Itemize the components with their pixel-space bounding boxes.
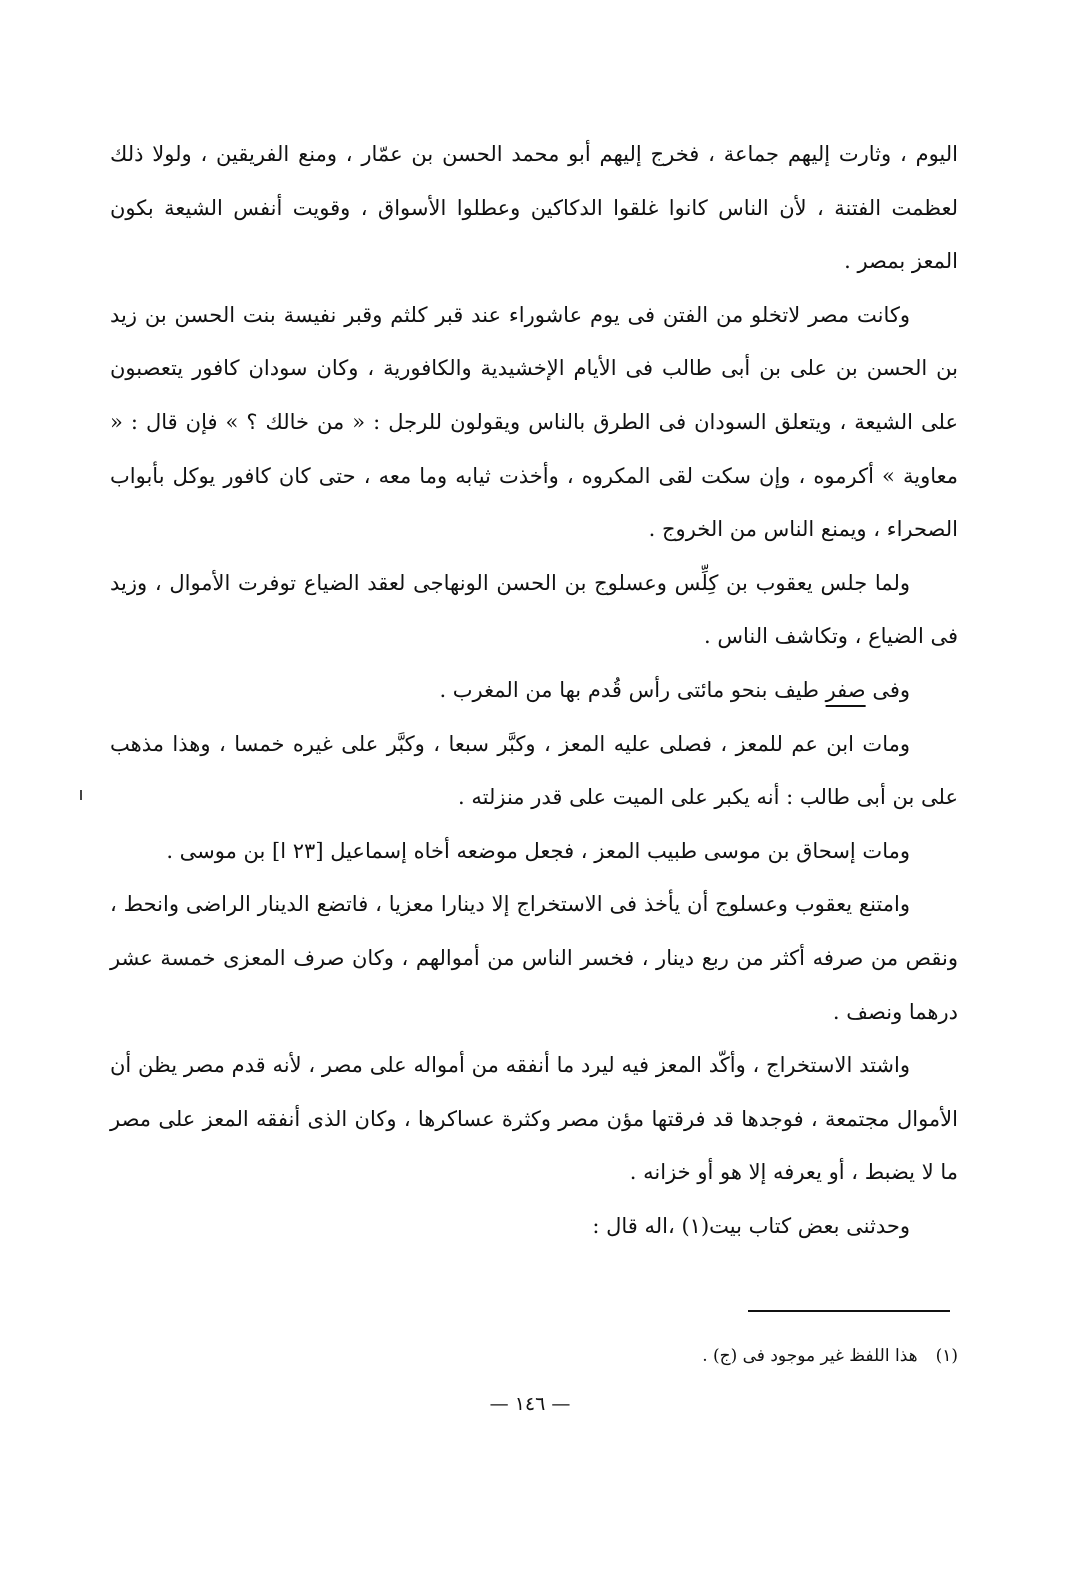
main-text [110, 128, 958, 1253]
paragraph-7: وامتنع يعقوب وعسلوج أن يأخذ فى الاستخراج إلا دينارا معزيا ، فاتضع الدينار الراضى وانحط ، ونقص من صرفه أكثر من ربع دينار ، فخسر الناس من أموالهم ، وكان صرف المعزى خمسة عشر درهما ونصف . [110, 892, 958, 1024]
scan-speck [80, 790, 82, 800]
footnote [560, 1342, 958, 1370]
page-number: — ١٤٦ — [489, 1393, 571, 1415]
paragraph-8: واشتد الاستخراج ، وأكّد المعز فيه ليرد ما أنفقه من أمواله على مصر ، لأنه قدم مصر يظن أن الأموال مجتمعة ، فوجدها قد فرقتها مؤن مصر وكثرة عساكرها ، وكان الذى أنفقه المعز على مصر ما لا يضبط ، أو يعرفه إلا هو أو خزانه . [110, 1053, 958, 1185]
paragraph-2: وكانت مصر لاتخلو من الفتن فى يوم عاشوراء عند قبر كلثم وقبر نفيسة بنت الحسن بن زيد بن الحسن بن على بن أبى طالب فى الأيام الإخشيدية والكافورية ، وكان سودان كافور يتعصبون على الشيعة ، ويتعلق السودان فى الطرق بالناس ويقولون للرجل : « من خالك ؟ » فإن قال : « معاوية » أكرموه ، وإن سكت لقى المكروه ، وأخذت ثيابه وما معه ، حتى كان كافور يوكل بأبواب الصحراء ، ويمنع الناس من الخروج . [110, 302, 958, 542]
paragraph-4 [110, 664, 958, 718]
footnote-marker: (١) [935, 1346, 958, 1366]
paragraph-4-prefix: وفى [865, 677, 910, 702]
underlined-word: صفر [825, 677, 866, 702]
paragraph-3: ولما جلس يعقوب بن كِلِّس وعسلوج بن الحسن الونهاجى لعقد الضياع توفرت الأموال ، وزيد فى الضياع ، وتكاشف الناس . [110, 570, 958, 649]
paragraph-4-suffix: طيف بنحو مائتى رأس قُدم بها من المغرب . [439, 677, 826, 702]
paragraph-6: ومات إسحاق بن موسى طبيب المعز ، فجعل موضعه أخاه إسماعيل [٢٣ ا] بن موسى . [166, 838, 910, 863]
paragraph-1: اليوم ، وثارت إليهم جماعة ، فخرج إليهم أبو محمد الحسن بن عمّار ، ومنع الفريقين ، ولولا ذلك لعظمت الفتنة ، لأن الناس كانوا غلقوا الدكاكين وعطلوا الأسواق ، وقويت أنفس الشيعة بكون المعز بمصر . [110, 142, 958, 274]
footnote-divider [748, 1310, 950, 1312]
paragraph-9: وحدثنى بعض كتاب بيت(١) ،اله قال : [592, 1213, 910, 1238]
paragraph-5: ومات ابن عم للمعز ، فصلى عليه المعز ، وكبَّر سبعا ، وكبَّر على غيره خمسا ، وهذا مذهب على بن أبى طالب : أنه يكبر على الميت على قدر منزلته . [110, 731, 958, 810]
footnote-text: هذا اللفظ غير موجود فى (ج) . [702, 1346, 918, 1366]
